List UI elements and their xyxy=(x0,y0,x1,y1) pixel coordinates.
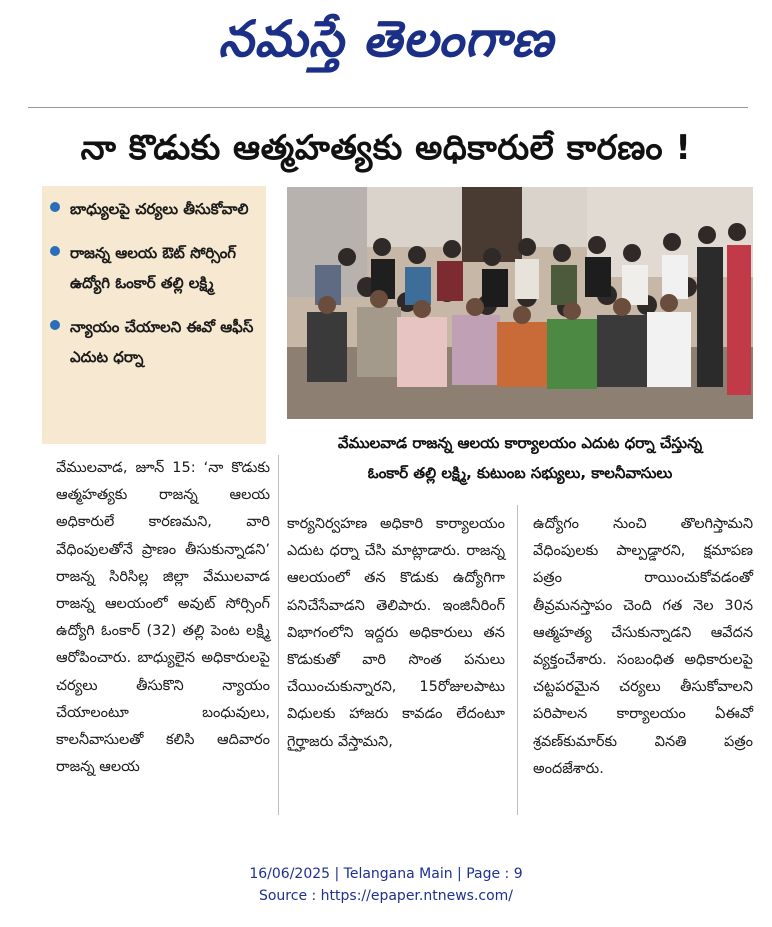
masthead-divider xyxy=(28,107,748,108)
caption-line: ఓంకార్ తల్లి లక్ష్మి, కుటుంబ సభ్యులు, కాలనీవాసులు xyxy=(367,464,673,482)
edition-info: 16/06/2025 | Telangana Main | Page : 9 xyxy=(249,866,523,882)
bullet-icon xyxy=(50,320,60,330)
article-column-1: వేములవాడ, జూన్ 15: ‘నా కొడుకు ఆత్మహత్యకు రాజన్న ఆలయ అధికారులే కారణమని, వారి వేధింపులతోనే ప్రాణం తీసుకున్నాడని’ రాజన్న సిరిసిల్ల జిల్లా వేములవాడ రాజన్న ఆలయంలో అవుట్ సోర్సింగ్ ఉద్యోగి ఓంకార్ (32) తల్లి పెంట లక్ష్మి ఆరోపించారు. బాధ్యులైన అధికారులపై చర్యలు తీసుకొని న్యాయం చేయాలంటూ బంధువులు, కాలనీవాసులతో కలిసి ఆదివారం రాజన్న ఆలయ xyxy=(56,460,270,776)
photo-caption xyxy=(287,428,753,488)
bullet-icon xyxy=(50,202,60,212)
highlight-text: బాధ్యులపై చర్యలు తీసుకోవాలి xyxy=(70,200,249,218)
highlight-text: రాజన్న ఆలయ ఔట్ సోర్సింగ్ ఉద్యోగి ఓంకార్ తల్లి లక్ష్మి xyxy=(70,244,237,292)
article-column-3: ఉద్యోగం నుంచి తొలగిస్తామని వేధింపులకు పాల్పడ్డారని, క్షమాపణ పత్రం రాయించుకోవడంతో తీవ్రమనస్తాపం చెంది గత నెల 30న ఆత్మహత్య చేసుకున్నాడని ఆవేదన వ్యక్తంచేశారు. సంబంధిత అధికారులపై చట్టపరమైన చర్యలు తీసుకోవాలని పరిపాలన కార్యాలయం ఏఈవో శ్రవణ్‌కుమార్‌కు వినతి పత్రం అందజేశారు. xyxy=(533,516,753,777)
newspaper-masthead: నమస్తే తెలంగాణ xyxy=(218,10,554,68)
bullet-icon xyxy=(50,246,60,256)
source-link[interactable]: Source : https://epaper.ntnews.com/ xyxy=(258,888,514,904)
highlights-box xyxy=(42,186,266,444)
column-divider xyxy=(278,455,279,815)
article-headline: నా కొడుకు ఆత్మహత్యకు అధికారులే కారణం ! xyxy=(80,128,692,168)
column-divider xyxy=(517,505,518,815)
page-footer xyxy=(0,863,772,907)
caption-line: వేములవాడ రాజన్న ఆలయ కార్యాలయం ఎదుట ధర్నా చేస్తున్న xyxy=(337,434,703,452)
highlight-item xyxy=(50,238,260,298)
protest-photo xyxy=(287,187,753,419)
article-column-2: కార్యనిర్వహణ అధికారి కార్యాలయం ఎదుట ధర్నా చేసి మాట్లాడారు. రాజన్న ఆలయంలో తన కొడుకు ఉద్యోగిగా పనిచేసేవాడని తెలిపారు. ఇంజినీరింగ్ విభాగంలోని ఇద్దరు అధికారులు తన కొడుకుతో వారి సొంత పనులు చేయించుకున్నారని, 15రోజులపాటు విధులకు హాజరు కావడం లేదంటూ గైర్హాజరు వేస్తామని, xyxy=(287,516,505,750)
highlight-text: న్యాయం చేయాలని ఈవో ఆఫీస్ ఎదుట ధర్నా xyxy=(70,318,254,366)
highlight-item xyxy=(50,312,260,372)
highlight-item xyxy=(50,194,260,224)
